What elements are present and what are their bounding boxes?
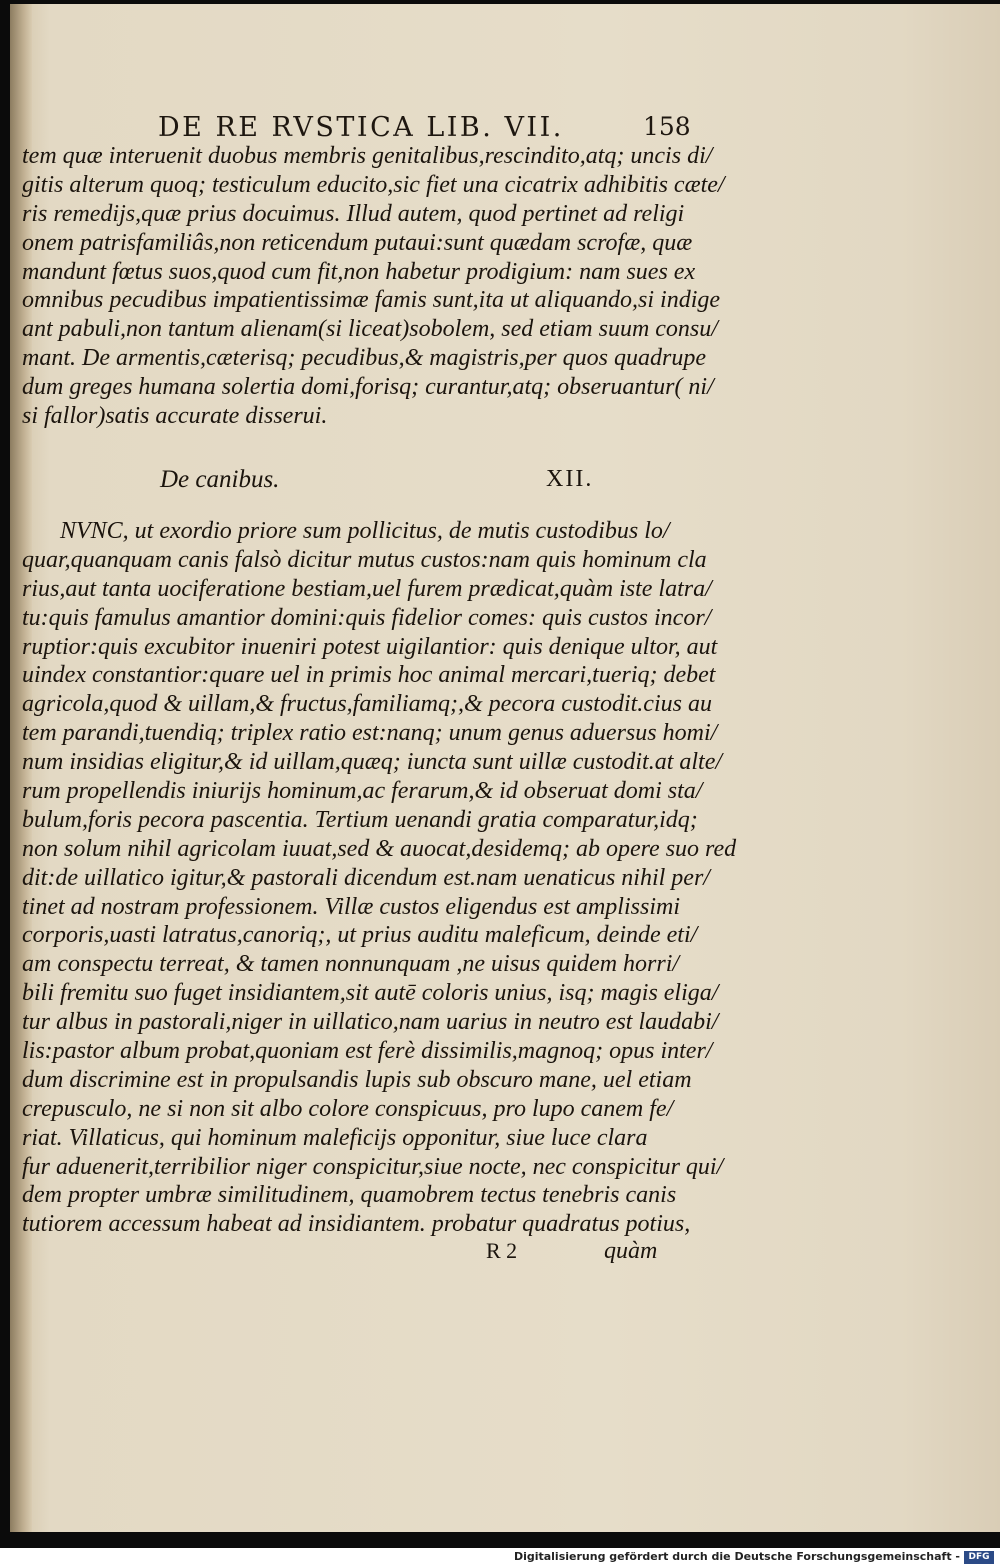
text-line: lis:pastor album probat,quoniam est ferè dissimilis,magnoq; opus inter/: [22, 1038, 713, 1065]
text-line: tinet ad nostram professionem. Villæ custos eligendus est amplissimi: [22, 893, 680, 920]
text-line: rius,aut tanta uociferatione bestiam,uel furem prædicat,quàm iste latra/: [22, 575, 712, 602]
text-line: dum greges humana solertia domi,forisq; curantur,atq; obseruantur( ni/: [22, 374, 714, 401]
text-line: mant. De armentis,cæterisq; pecudibus,& magistris,per quos quadrupe: [22, 345, 706, 372]
section-number: XII.: [546, 466, 594, 492]
text-line: agricola,quod & uillam,& fructus,familiamq;,& pecora custodit.cius au: [22, 691, 712, 718]
text-line: tutiorem accessum habeat ad insidiantem. probatur quadratus potius,: [22, 1211, 691, 1238]
text-line: uindex constantior:quare uel in primis hoc animal mercari,tueriq; debet: [22, 662, 716, 689]
footer-bar: [0, 1548, 1000, 1567]
text-line: tur albus in pastorali,niger in uillatico,nam uarius in neutro est laudabi/: [22, 1009, 719, 1036]
page-number: 158: [643, 112, 691, 141]
text-line: dem propter umbræ similitudinem, quamobrem tectus tenebris canis: [22, 1182, 677, 1209]
text-line: quar,quanquam canis falsò dicitur mutus custos:nam quis hominum cla: [22, 546, 707, 573]
text-line: am conspectu terreat, & tamen nonnunquam ,ne uisus quidem horri/: [22, 951, 680, 978]
text-line: ruptior:quis excubitor inueniri potest uigilantior: quis denique ultor, aut: [22, 633, 718, 660]
text-line: bili fremitu suo fuget insidiantem,sit autē coloris unius, isq; magis eliga/: [22, 980, 719, 1007]
text-line: tem quæ interuenit duobus membris genitalibus,rescindito,atq; uncis di/: [22, 143, 713, 169]
text-line: onem patrisfamiliâs,non reticendum putaui:sunt quædam scrofæ, quæ: [22, 229, 693, 256]
section-title: De canibus.: [160, 466, 280, 493]
text-line: dit:de uillatico igitur,& pastorali dicendum est.nam uenaticus nihil per/: [22, 864, 710, 891]
text-line: non solum nihil agricolam iuuat,sed & auocat,desidemq; ab opere suo red: [22, 835, 737, 862]
text-line: bulum,foris pecora pascentia. Tertium uenandi gratia comparatur,idq;: [22, 806, 698, 833]
text-line: NVNC, ut exordio priore sum pollicitus, de mutis custodibus lo/: [60, 518, 670, 544]
text-line: riat. Villaticus, qui hominum maleficijs opponitur, siue luce clara: [22, 1124, 648, 1151]
text-line: num insidias eligitur,& id uillam,quæq; iuncta sunt uillæ custodit.at alte/: [22, 749, 723, 776]
text-line: tem parandi,tuendiq; triplex ratio est:nanq; unum genus aduersus homi/: [22, 720, 718, 747]
text-line: si fallor)satis accurate disserui.: [22, 403, 328, 430]
text-line: rum propellendis iniurijs hominum,ac ferarum,& id obseruat domi sta/: [22, 778, 703, 805]
paragraph-2: [22, 517, 737, 1239]
dfg-logo: DFG: [964, 1551, 994, 1564]
text-line: tu:quis famulus amantior domini:quis fidelior comes: quis custos incor/: [22, 604, 712, 631]
text-line: gitis alterum quoq; testiculum educito,sic fiet una cicatrix adhibitis cæte/: [22, 171, 725, 198]
catchword: quàm: [604, 1238, 658, 1264]
text-line: mandunt fœtus suos,quod cum fit,non habetur prodigium: nam sues ex: [22, 258, 696, 285]
signature-mark: R 2: [486, 1238, 518, 1263]
footer-credit: Digitalisierung gefördert durch die Deutsche Forschungsgemeinschaft -: [513, 1550, 960, 1563]
running-head: DE RE RVSTICA LIB. VII.: [158, 112, 564, 143]
text-line: crepusculo, ne si non sit albo colore conspicuus, pro lupo canem fe/: [22, 1095, 674, 1122]
text-line: ant pabuli,non tantum alienam(si liceat)sobolem, sed etiam suum consu/: [22, 316, 718, 343]
text-line: corporis,uasti latratus,canoriq;, ut prius auditu maleficum, deinde eti/: [22, 922, 698, 949]
text-line: omnibus pecudibus impatientissimæ famis sunt,ita ut aliquando,si indige: [22, 287, 721, 314]
text-line: dum discrimine est in propulsandis lupis sub obscuro mane, uel etiam: [22, 1066, 692, 1093]
text-line: fur aduenerit,terribilior niger conspicitur,siue nocte, nec conspicitur qui/: [22, 1153, 724, 1180]
text-line: ris remedijs,quæ prius docuimus. Illud autem, quod pertinet ad religi: [22, 200, 685, 227]
paragraph-1: [22, 142, 725, 431]
